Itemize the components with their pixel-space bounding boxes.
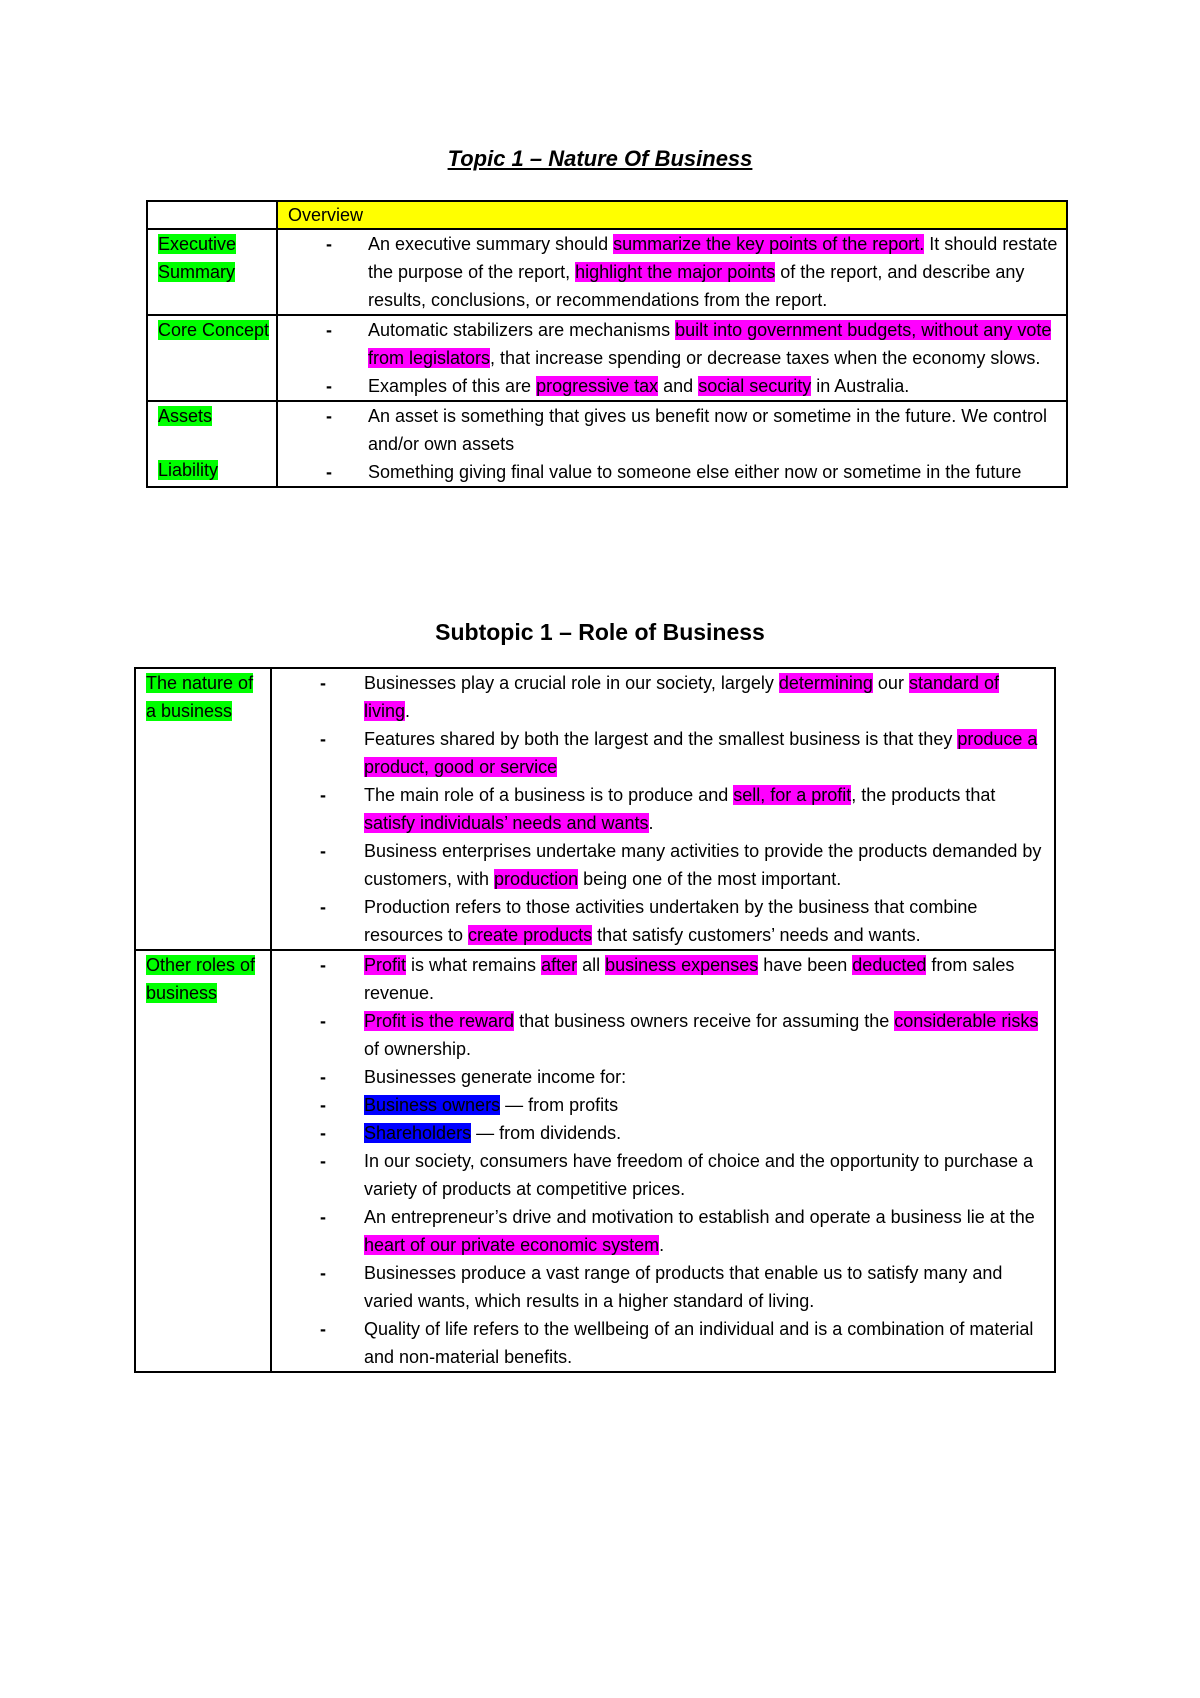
bullet-dash: - bbox=[326, 406, 332, 426]
bullet-dash: - bbox=[320, 1263, 326, 1283]
text-segment: An entrepreneur’s drive and motivation to establish and operate a business lie at the bbox=[364, 1207, 1035, 1227]
row-content-cell bbox=[271, 668, 1055, 950]
text-segment: is what remains bbox=[406, 955, 542, 975]
bullet-dash: - bbox=[320, 673, 326, 693]
bullet-dash: - bbox=[326, 320, 332, 340]
text-segment: An executive summary should bbox=[368, 234, 614, 254]
text-segment: The main role of a business is to produce and bbox=[364, 785, 734, 805]
highlighted-text: create products bbox=[468, 925, 593, 945]
highlighted-text: social security bbox=[698, 376, 812, 396]
text-segment: , that increase spending or decrease taxes when the economy slows. bbox=[490, 348, 1041, 368]
text-segment: . bbox=[405, 701, 411, 721]
highlighted-text: highlight the major points bbox=[575, 262, 776, 282]
text-segment: Production refers to those activities undertaken by the business that combine resources to bbox=[364, 897, 978, 945]
row-label: Assets bbox=[158, 406, 213, 426]
bullet-list bbox=[282, 951, 1050, 1371]
text-segment: Business enterprises undertake many activities to provide the products demanded by customers, with bbox=[364, 841, 1042, 889]
list-item bbox=[288, 316, 1062, 372]
text-segment: have been bbox=[758, 955, 853, 975]
text-segment: that satisfy customers’ needs and wants. bbox=[592, 925, 921, 945]
blue-highlighted-text: Business owners bbox=[364, 1095, 501, 1115]
highlighted-text: summarize the key points of the report. bbox=[613, 234, 925, 254]
row-content-cell bbox=[277, 315, 1067, 401]
row-label: Core Concept bbox=[158, 320, 270, 340]
subtopic-table bbox=[134, 667, 1056, 1373]
row-label-cell bbox=[147, 315, 277, 401]
highlighted-text: satisfy individuals’ needs and wants bbox=[364, 813, 649, 833]
text-segment: Businesses generate income for: bbox=[364, 1067, 627, 1087]
highlighted-text: standard of living bbox=[364, 673, 1000, 721]
bullet-dash: - bbox=[320, 1095, 326, 1115]
list-item bbox=[282, 1203, 1050, 1259]
bullet-dash: - bbox=[320, 785, 326, 805]
list-item bbox=[282, 1007, 1050, 1063]
highlighted-text: business expenses bbox=[605, 955, 759, 975]
list-item bbox=[282, 725, 1050, 781]
highlighted-text: heart of our private economic system bbox=[364, 1235, 660, 1255]
list-item bbox=[288, 402, 1062, 458]
table-header-row bbox=[147, 201, 1067, 229]
bullet-dash: - bbox=[320, 1123, 326, 1143]
text-segment: and bbox=[658, 376, 699, 396]
text-segment: of ownership. bbox=[364, 1039, 472, 1059]
text-segment: In our society, consumers have freedom of choice and the opportunity to purchase a variety of products at competitive prices. bbox=[364, 1151, 1034, 1199]
highlighted-text: built into government budgets, without any vote from legislators bbox=[368, 320, 1052, 368]
list-item bbox=[282, 837, 1050, 893]
bullet-dash: - bbox=[320, 1067, 326, 1087]
list-item bbox=[282, 669, 1050, 725]
row-content-cell bbox=[277, 229, 1067, 315]
highlighted-text: after bbox=[541, 955, 578, 975]
text-segment: of the report, and describe any results, conclusions, or recommendations from the report. bbox=[368, 262, 1025, 310]
text-segment: our bbox=[872, 673, 909, 693]
text-segment: from sales revenue. bbox=[364, 955, 1015, 1003]
list-item bbox=[282, 1119, 1050, 1147]
text-segment: in Australia. bbox=[811, 376, 910, 396]
text-segment: being one of the most important. bbox=[578, 869, 842, 889]
text-segment: Businesses produce a vast range of products that enable us to satisfy many and varied wants, which results in a higher standard of living. bbox=[364, 1263, 1003, 1311]
header-empty-cell bbox=[147, 201, 277, 229]
highlighted-text: production bbox=[494, 869, 579, 889]
text-segment: all bbox=[577, 955, 606, 975]
text-segment: Examples of this are bbox=[368, 376, 537, 396]
bullet-list bbox=[288, 316, 1062, 400]
bullet-list bbox=[288, 230, 1062, 314]
list-item bbox=[288, 458, 1062, 486]
bullet-dash: - bbox=[320, 1151, 326, 1171]
highlighted-text: produce a product, good or service bbox=[364, 729, 1038, 777]
highlighted-text: considerable risks bbox=[894, 1011, 1039, 1031]
text-segment: that business owners receive for assuming the bbox=[514, 1011, 895, 1031]
bullet-dash: - bbox=[320, 1207, 326, 1227]
text-segment: Automatic stabilizers are mechanisms bbox=[368, 320, 676, 340]
highlighted-text: determining bbox=[778, 673, 873, 693]
bullet-dash: - bbox=[320, 1319, 326, 1339]
list-item bbox=[282, 781, 1050, 837]
highlighted-text: sell, for a profit bbox=[733, 785, 852, 805]
text-segment: . bbox=[648, 813, 654, 833]
table-row bbox=[135, 668, 1055, 950]
bullet-list bbox=[282, 669, 1050, 949]
bullet-dash: - bbox=[326, 462, 332, 482]
list-item bbox=[282, 1315, 1050, 1371]
row-label: The nature of a business bbox=[146, 673, 254, 721]
label-spacer bbox=[158, 430, 272, 456]
list-item bbox=[282, 1259, 1050, 1315]
row-label-cell bbox=[147, 401, 277, 487]
row-label: Other roles of business bbox=[146, 955, 256, 1003]
highlighted-text: progressive tax bbox=[536, 376, 659, 396]
text-segment: Quality of life refers to the wellbeing of an individual and is a combination of material and non-material benefits. bbox=[364, 1319, 1034, 1367]
list-item bbox=[288, 230, 1062, 314]
text-segment: , the products that bbox=[851, 785, 996, 805]
bullet-dash: - bbox=[320, 897, 326, 917]
text-segment: — from profits bbox=[500, 1095, 619, 1115]
list-item bbox=[282, 951, 1050, 1007]
bullet-dash: - bbox=[320, 729, 326, 749]
row-label: Executive Summary bbox=[158, 234, 237, 282]
row-content-cell bbox=[271, 950, 1055, 1372]
text-segment: — from dividends. bbox=[471, 1123, 622, 1143]
text-segment: Businesses play a crucial role in our society, largely bbox=[364, 673, 779, 693]
list-item bbox=[282, 1063, 1050, 1091]
list-item bbox=[282, 893, 1050, 949]
bullet-dash: - bbox=[326, 376, 332, 396]
page-title: Topic 1 – Nature Of Business bbox=[447, 146, 753, 171]
text-segment: An asset is something that gives us benefit now or sometime in the future. We control and/or own assets bbox=[368, 406, 1048, 454]
bullet-list bbox=[288, 402, 1062, 486]
highlighted-text: Profit bbox=[364, 955, 407, 975]
text-segment: It should restate the purpose of the report, bbox=[368, 234, 1058, 282]
highlighted-text: Profit is the reward bbox=[364, 1011, 515, 1031]
row-label-cell bbox=[147, 229, 277, 315]
table-row bbox=[147, 315, 1067, 401]
blue-highlighted-text: Shareholders bbox=[364, 1123, 472, 1143]
list-item bbox=[288, 372, 1062, 400]
table-row bbox=[147, 401, 1067, 487]
row-label-cell bbox=[135, 950, 271, 1372]
list-item bbox=[282, 1091, 1050, 1119]
table-row bbox=[135, 950, 1055, 1372]
bullet-dash: - bbox=[326, 234, 332, 254]
bullet-dash: - bbox=[320, 955, 326, 975]
subtopic-title: Subtopic 1 – Role of Business bbox=[435, 619, 765, 645]
row-content-cell bbox=[277, 401, 1067, 487]
row-label-secondary: Liability bbox=[158, 460, 219, 480]
text-segment: Features shared by both the largest and the smallest business is that they bbox=[364, 729, 958, 749]
overview-header: Overview bbox=[277, 201, 1067, 229]
topic-table bbox=[146, 200, 1068, 488]
highlighted-text: deducted bbox=[852, 955, 927, 975]
text-segment: . bbox=[659, 1235, 665, 1255]
text-segment: Something giving final value to someone else either now or sometime in the future bbox=[368, 462, 1022, 482]
bullet-dash: - bbox=[320, 1011, 326, 1031]
list-item bbox=[282, 1147, 1050, 1203]
table-row bbox=[147, 229, 1067, 315]
bullet-dash: - bbox=[320, 841, 326, 861]
row-label-cell bbox=[135, 668, 271, 950]
